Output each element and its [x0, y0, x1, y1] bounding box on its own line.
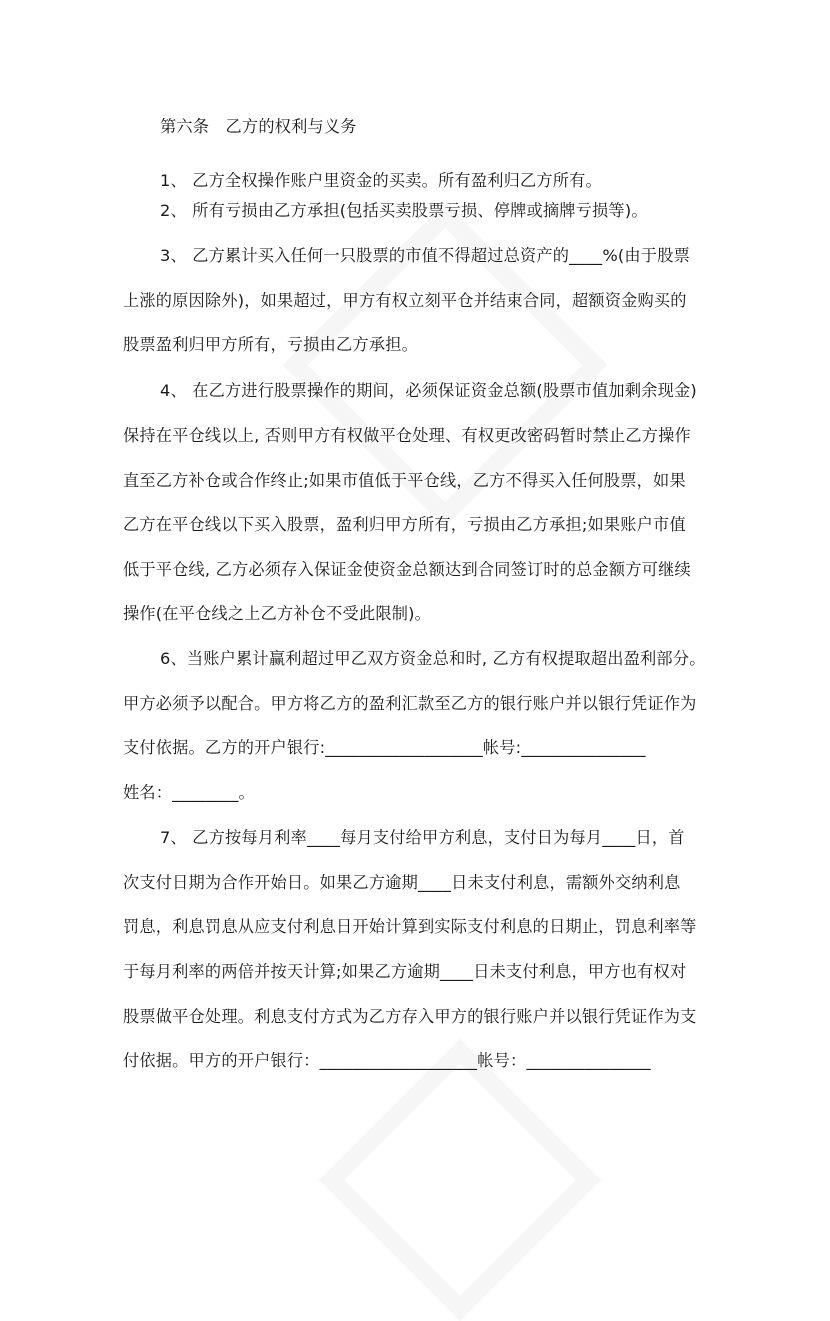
paragraph-line: 2、 所有亏损由乙方承担(包括买卖股票亏损、停牌或摘牌亏损等)。 [160, 201, 648, 220]
paragraph-line: 股票做平仓处理。利息支付方式为乙方存入甲方的银行账户并以银行凭证作为支 [123, 1007, 697, 1026]
paragraph-line: 支付依据。乙方的开户银行:___________________帐号:_______________ [123, 738, 646, 757]
paragraph-line: 上涨的原因除外)，如果超过，甲方有权立刻平仓并结束合同，超额资金购买的 [123, 291, 687, 310]
paragraph-line: 1、 乙方全权操作账户里资金的买卖。所有盈利归乙方所有。 [160, 171, 602, 190]
paragraph-line: 3、 乙方累计买入任何一只股票的市值不得超过总资产的____%(由于股票 [160, 246, 690, 265]
paragraph-line: 于每月利率的两倍并按天计算;如果乙方逾期____日未支付利息，甲方也有权对 [123, 962, 687, 981]
paragraph-line: 保持在平仓线以上, 否则甲方有权做平仓处理、有权更改密码暂时禁止乙方操作 [123, 426, 691, 445]
paragraph-line: 低于平仓线, 乙方必须存入保证金使资金总额达到合同签订时的总金额方可继续 [123, 560, 691, 579]
paragraph-line: 甲方必须予以配合。甲方将乙方的盈利汇款至乙方的银行账户并以银行凭证作为 [123, 694, 697, 713]
paragraph-line: 姓名：________。 [123, 783, 255, 802]
paragraph-line: 4、 在乙方进行股票操作的期间，必须保证资金总额(股票市值加剩余现金) [160, 381, 697, 400]
paragraph-line: 乙方在平仓线以下买入股票，盈利归甲方所有，亏损由乙方承担;如果账户市值 [123, 515, 686, 534]
paragraph-line: 次支付日期为合作开始日。如果乙方逾期____日未支付利息，需额外交纳利息 [123, 873, 681, 892]
paragraph-line: 6、当账户累计赢利超过甲乙双方资金总和时, 乙方有权提取超出盈利部分。 [160, 649, 706, 668]
watermark-logo-bottom [319, 1039, 602, 1321]
paragraph-line: 直至乙方补仓或合作终止;如果市值低于平仓线，乙方不得买入任何股票，如果 [123, 471, 686, 490]
paragraph-line: 股票盈利归甲方所有，亏损由乙方承担。 [123, 335, 418, 354]
paragraph-line: 操作(在平仓线之上乙方补仓不受此限制)。 [123, 604, 432, 623]
paragraph-line: 付依据。甲方的开户银行：___________________帐号：_______________ [123, 1051, 651, 1070]
paragraph-line: 7、 乙方按每月利率____每月支付给甲方利息，支付日为每月____日，首 [160, 828, 685, 847]
article-heading: 第六条 乙方的权利与义务 [160, 117, 357, 136]
paragraph-line: 罚息，利息罚息从应支付利息日开始计算到实际支付利息的日期止，罚息利率等 [123, 917, 697, 936]
